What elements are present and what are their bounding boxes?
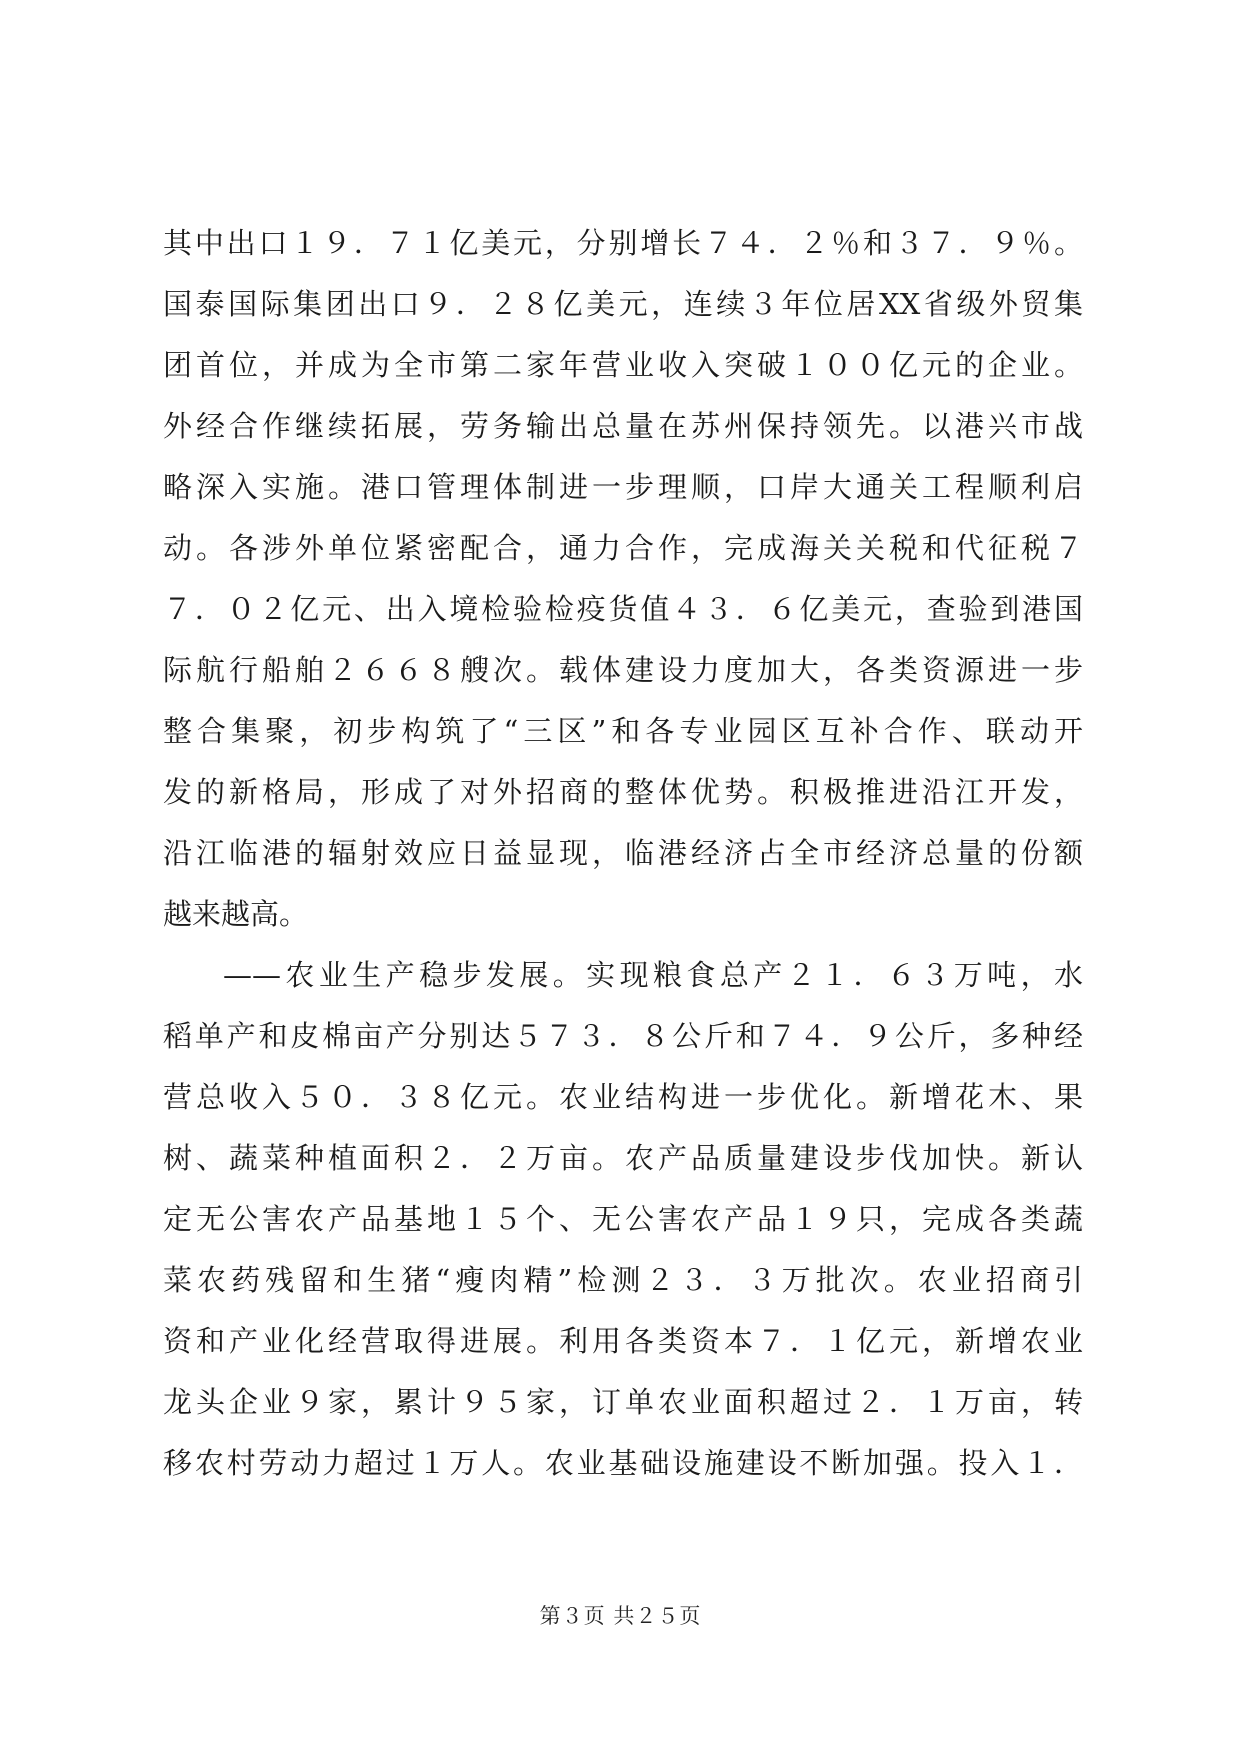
text-line: 龙头企业９家，累计９５家，订单农业面积超过２．１万亩，转 bbox=[163, 1385, 1083, 1419]
text-line: 菜农药残留和生猪“瘦肉精”检测２３．３万批次。农业招商引 bbox=[163, 1263, 1083, 1297]
text-line: 营总收入５０．３８亿元。农业结构进一步优化。新增花木、果 bbox=[163, 1080, 1083, 1114]
text-line: 发的新格局，形成了对外招商的整体优势。积极推进沿江开发， bbox=[163, 775, 1083, 809]
body-text bbox=[163, 213, 1083, 1494]
text-line: 移农村劳动力超过１万人。农业基础设施建设不断加强。投入１． bbox=[163, 1446, 1083, 1480]
text-line: 树、蔬菜种植面积２．２万亩。农产品质量建设步伐加快。新认 bbox=[163, 1141, 1083, 1175]
text-line: 整合集聚，初步构筑了“三区”和各专业园区互补合作、联动开 bbox=[163, 714, 1083, 748]
page-number-footer: 第３页 共２５页 bbox=[539, 1604, 702, 1628]
text-line: 定无公害农产品基地１５个、无公害农产品１９只，完成各类蔬 bbox=[163, 1202, 1083, 1236]
text-line: 沿江临港的辐射效应日益显现，临港经济占全市经济总量的份额 bbox=[163, 836, 1083, 870]
text-line: 略深入实施。港口管理体制进一步理顺，口岸大通关工程顺利启 bbox=[163, 470, 1083, 504]
text-line: 外经合作继续拓展，劳务输出总量在苏州保持领先。以港兴市战 bbox=[163, 409, 1083, 443]
text-line: 动。各涉外单位紧密配合，通力合作，完成海关关税和代征税７ bbox=[163, 531, 1083, 565]
text-line: 其中出口１９．７１亿美元，分别增长７４．２％和３７．９％。 bbox=[163, 226, 1083, 260]
text-line: 资和产业化经营取得进展。利用各类资本７．１亿元，新增农业 bbox=[163, 1324, 1083, 1358]
text-line: 际航行船舶２６６８艘次。载体建设力度加大，各类资源进一步 bbox=[163, 653, 1083, 687]
text-line: 稻单产和皮棉亩产分别达５７３．８公斤和７４．９公斤，多种经 bbox=[163, 1019, 1083, 1053]
text-line: 国泰国际集团出口９．２８亿美元，连续３年位居XX省级外贸集 bbox=[163, 287, 1083, 321]
paragraph-start-line: ——农业生产稳步发展。实现粮食总产２１．６３万吨，水 bbox=[223, 958, 1083, 992]
text-line: ７．０２亿元、出入境检验检疫货值４３．６亿美元，查验到港国 bbox=[163, 592, 1083, 626]
text-line: 团首位，并成为全市第二家年营业收入突破１００亿元的企业。 bbox=[163, 348, 1083, 382]
text-line: 越来越高。 bbox=[163, 897, 309, 931]
